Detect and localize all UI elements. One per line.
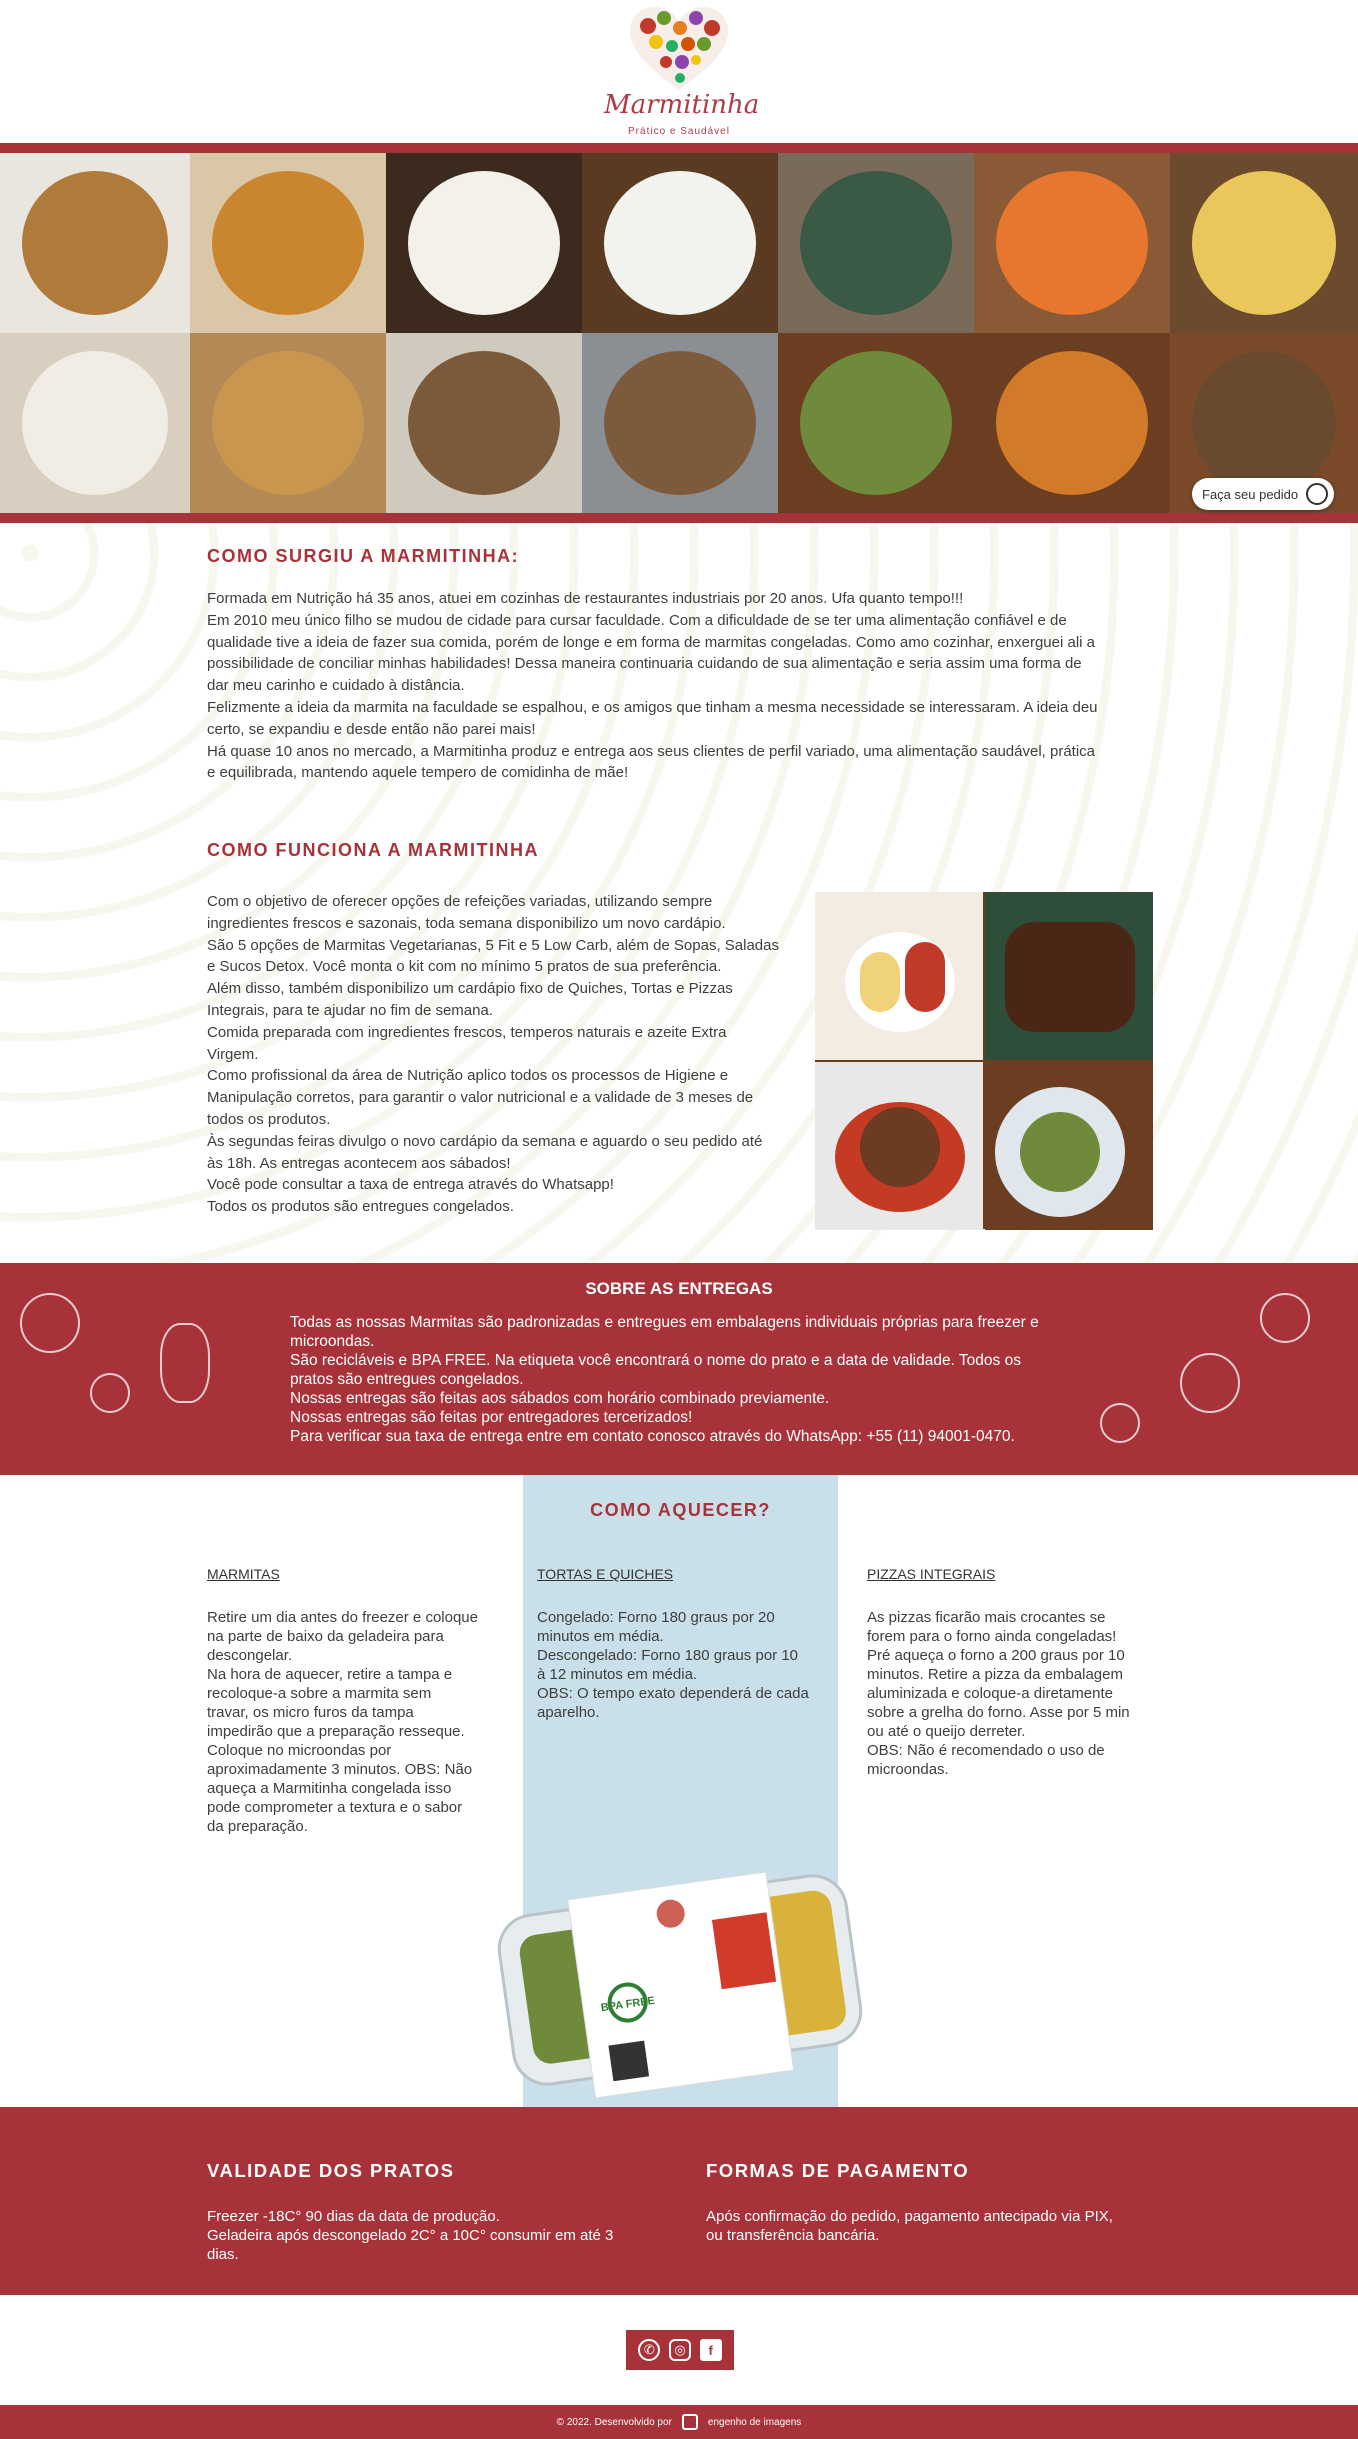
validity-text bbox=[207, 2207, 647, 2264]
tortas-line: Congelado: Forno 180 graus por 20 bbox=[537, 1609, 775, 1626]
delivery-line: Todas as nossas Marmitas são padronizadas e entregues em embalagens individuais próprias para freezer e bbox=[290, 1314, 1039, 1331]
dish bbox=[604, 171, 756, 315]
pizzas-line: ou até o queijo derreter. bbox=[867, 1723, 1026, 1740]
how-line: ingredientes frescos e sazonais, toda semana disponibilizo um novo cardápio. bbox=[207, 914, 726, 932]
frittata-photo bbox=[1170, 153, 1358, 333]
validity-line: dias. bbox=[207, 2246, 239, 2263]
how-line: Comida preparada com ingredientes frescos, temperos naturais e azeite Extra bbox=[207, 1023, 727, 1041]
studio-logo-icon bbox=[682, 2414, 698, 2430]
pasta-salad-photo bbox=[582, 333, 778, 513]
marmitinha-logo[interactable] bbox=[604, 4, 760, 139]
tortas-line: Descongelado: Forno 180 graus por 10 bbox=[537, 1647, 799, 1664]
marmitas-line: na parte de baixo da geladeira para bbox=[207, 1628, 444, 1645]
cannelloni-photo bbox=[0, 333, 190, 513]
dish bbox=[996, 171, 1148, 315]
how-line: Com o objetivo de oferecer opções de refeições variadas, utilizando sempre bbox=[207, 893, 713, 910]
meatball-photo bbox=[815, 1062, 983, 1230]
about-line: dar meu carinho e cuidado à distância. bbox=[207, 677, 465, 695]
about-line: e equilibrada, mantendo aquele tempero de comidinha de mãe! bbox=[207, 764, 629, 782]
about-line: Em 2010 meu único filho se mudou de cidade para cursar faculdade. Com a dificuldade de se ter uma alimentação confiável e de bbox=[207, 611, 1067, 629]
marmitas-line: aqueça a Marmitinha congelada isso bbox=[207, 1780, 452, 1797]
how-line: São 5 opções de Marmitas Vegetarianas, 5 Fit e 5 Low Carb, além de Sopas, Saladas bbox=[207, 936, 779, 954]
chicken-stew-photo bbox=[974, 333, 1170, 513]
about-line: possibilidade de conciliar minhas habilidades! Dessa maneira continuaria cuidando de sua alimentação e seria assim uma forma de bbox=[207, 655, 1082, 673]
pizzas-heading: PIZZAS INTEGRAIS bbox=[867, 1566, 996, 1582]
onion-doodle-icon bbox=[1100, 1403, 1140, 1443]
pizzas-line: Pré aqueça o forno a 200 graus por 10 bbox=[867, 1647, 1125, 1664]
pizzas-line: minutos. Retire a pizza da embalagem bbox=[867, 1666, 1123, 1683]
dish bbox=[22, 171, 168, 315]
delivery-line: microondas. bbox=[290, 1333, 375, 1350]
tortas-text bbox=[537, 1608, 837, 1722]
food-gallery bbox=[0, 143, 1358, 523]
braised-meat-photo bbox=[985, 892, 1153, 1060]
dish bbox=[408, 351, 560, 495]
tomato-doodle-icon bbox=[90, 1373, 130, 1413]
dish bbox=[800, 351, 952, 495]
how-line: às 18h. As entregas acontecem aos sábados! bbox=[207, 1154, 511, 1172]
dish bbox=[800, 171, 952, 315]
pizzas-text bbox=[867, 1608, 1167, 1779]
payment-line: Após confirmação do pedido, pagamento antecipado via PIX, bbox=[706, 2208, 1113, 2225]
spinach-quiche-photo bbox=[778, 153, 974, 333]
payment-line: ou transferência bancária. bbox=[706, 2227, 880, 2244]
how-line: Você pode consultar a taxa de entrega através do Whatsapp! bbox=[207, 1176, 614, 1194]
marmitas-line: impedirão que a preparação resseque. bbox=[207, 1723, 465, 1740]
about-line: qualidade tive a ideia de fazer sua comida, porém de longe e em forma de marmitas congeladas. Como amo cozinhar, enxerguei ali a bbox=[207, 633, 1095, 651]
patties-photo bbox=[778, 333, 974, 513]
validity-line: Geladeira após descongelado 2C° a 10C° consumir em até 3 bbox=[207, 2227, 614, 2244]
dish bbox=[1192, 171, 1336, 315]
marmitas-line: travar, os micro furos da tampa bbox=[207, 1704, 414, 1721]
brand-tagline: Prático e Saudável bbox=[628, 126, 730, 137]
dish bbox=[22, 351, 168, 495]
marmitas-line: da preparação. bbox=[207, 1818, 308, 1835]
payment-title: FORMAS DE PAGAMENTO bbox=[706, 2160, 970, 2181]
payment-text bbox=[706, 2207, 1166, 2245]
delivery-line: Nossas entregas são feitas aos sábados com horário combinado previamente. bbox=[290, 1390, 830, 1407]
marmitas-heading: MARMITAS bbox=[207, 1566, 280, 1582]
how-line: Todos os produtos são entregues congelados. bbox=[207, 1198, 514, 1216]
marmita-package-image bbox=[485, 1855, 875, 2105]
marmitas-line: Retire um dia antes do freezer e coloque bbox=[207, 1609, 478, 1626]
dishes-photo-grid bbox=[815, 892, 1153, 1229]
site-header bbox=[0, 0, 1358, 143]
tomato-doodle-icon bbox=[1260, 1293, 1310, 1343]
about-line: Há quase 10 anos no mercado, a Marmitinha produz e entrega aos seus clientes de perfil variado, uma alimentação saudável, prática bbox=[207, 742, 1096, 760]
delivery-title: SOBRE AS ENTREGAS bbox=[585, 1279, 773, 1298]
dish bbox=[212, 171, 364, 315]
pizzas-line: aluminizada e coloque-a diretamente bbox=[867, 1685, 1113, 1702]
delivery-line: Para verificar sua taxa de entrega entre em contato conosco através do WhatsApp: +55 (11) 94001-0470. bbox=[290, 1428, 1015, 1445]
marmitas-line: aproximadamente 3 minutos. OBS: Não bbox=[207, 1761, 473, 1778]
how-line: Manipulação corretos, para garantir o valor nutricional e a validade de 3 meses de bbox=[207, 1089, 754, 1107]
delivery-text bbox=[290, 1313, 1070, 1446]
dish bbox=[996, 351, 1148, 495]
delivery-line: Nossas entregas são feitas por entregadores tercerizados! bbox=[290, 1409, 693, 1426]
marmitas-line: Na hora de aquecer, retire a tampa e bbox=[207, 1666, 453, 1683]
how-title: COMO FUNCIONA A MARMITINHA bbox=[207, 840, 539, 860]
how-line: todos os produtos. bbox=[207, 1110, 331, 1128]
salad-plate-photo bbox=[974, 153, 1170, 333]
pie-photo bbox=[190, 333, 386, 513]
how-line: Às segundas feiras divulgo o novo cardápio da semana e aguardo o seu pedido até bbox=[207, 1132, 763, 1150]
brand-name: Marmitinha bbox=[604, 90, 760, 120]
croquettes-photo bbox=[190, 153, 386, 333]
tortas-line: aparelho. bbox=[537, 1704, 600, 1721]
site-footer bbox=[0, 2405, 1358, 2439]
spoon-doodle-icon bbox=[160, 1323, 210, 1403]
marmitas-line: pode comprometer a textura e o sabor bbox=[207, 1799, 463, 1816]
pizzas-line: As pizzas ficarão mais crocantes se bbox=[867, 1609, 1106, 1626]
validity-payment-section bbox=[0, 2107, 1358, 2295]
pizzas-line: forem para o forno ainda congeladas! bbox=[867, 1628, 1117, 1645]
dish bbox=[212, 351, 364, 495]
delivery-line: São recicláveis e BPA FREE. Na etiqueta você encontrará o nome do prato e a data de validade. Todos os bbox=[290, 1352, 1021, 1369]
facebook-icon[interactable]: f bbox=[700, 2339, 722, 2361]
how-line: Integrais, para te ajudar no fim de semana. bbox=[207, 1001, 493, 1019]
salad-bowl-photo bbox=[985, 1062, 1153, 1230]
tortas-line: à 12 minutos em média. bbox=[537, 1666, 698, 1683]
plate-doodle-icon bbox=[20, 1293, 80, 1353]
marmitas-line: recoloque-a sobre a marmita sem bbox=[207, 1685, 432, 1702]
about-line: Formada em Nutrição há 35 anos, atuei em cozinhas de restaurantes industriais por 20 anos. Ufa quanto tempo!!! bbox=[207, 590, 964, 607]
dish bbox=[604, 351, 756, 495]
pasta-rolls-photo bbox=[815, 892, 983, 1060]
whatsapp-icon[interactable]: ✆ bbox=[638, 2339, 660, 2361]
omelette-photo bbox=[386, 153, 582, 333]
delivery-section bbox=[0, 1263, 1358, 1475]
bpa-free-label: BPA FREE bbox=[600, 1994, 656, 2015]
quiche-slice-photo bbox=[582, 153, 778, 333]
how-line: Como profissional da área de Nutrição aplico todos os processos de Higiene e bbox=[207, 1067, 729, 1085]
validity-title: VALIDADE DOS PRATOS bbox=[207, 2160, 455, 2181]
how-line: Virgem. bbox=[207, 1045, 259, 1063]
order-button[interactable] bbox=[1192, 478, 1334, 510]
pizzas-line: microondas. bbox=[867, 1761, 949, 1778]
dish bbox=[408, 171, 560, 315]
validity-line: Freezer -18C° 90 dias da data de produção. bbox=[207, 2208, 500, 2225]
footer-credit: © 2022. Desenvolvido por bbox=[556, 2416, 672, 2428]
how-line: e Sucos Detox. Você monta o kit com no mínimo 5 pratos de sua preferência. bbox=[207, 958, 722, 976]
tortas-heading: TORTAS E QUICHES bbox=[537, 1566, 674, 1582]
heating-title: COMO AQUECER? bbox=[590, 1500, 771, 1520]
plate-doodle-icon bbox=[1180, 1353, 1240, 1413]
order-button-label: Faça seu pedido bbox=[1202, 486, 1299, 502]
torta-photo bbox=[0, 153, 190, 333]
pizzas-line: OBS: Não é recomendado o uso de bbox=[867, 1742, 1105, 1759]
about-line: certo, se expandiu e desde então não parei mais! bbox=[207, 720, 536, 738]
about-title: COMO SURGIU A MARMITINHA: bbox=[207, 546, 520, 566]
marmitas-line: descongelar. bbox=[207, 1647, 293, 1664]
tortas-line: OBS: O tempo exato dependerá de cada bbox=[537, 1685, 809, 1702]
delivery-line: pratos são entregues congelados. bbox=[290, 1371, 524, 1388]
dish bbox=[1192, 351, 1336, 495]
how-text bbox=[207, 891, 807, 1218]
soups-photo bbox=[386, 333, 582, 513]
social-links bbox=[626, 2330, 734, 2370]
about-line: Felizmente a ideia da marmita na faculdade se espalhou, e os amigos que tinham a mesma necessidade se interessaram. A ideia deu bbox=[207, 698, 1098, 716]
how-line: Além disso, também disponibilizo um cardápio fixo de Quiches, Tortas e Pizzas bbox=[207, 980, 733, 998]
gallery-grid bbox=[0, 153, 1358, 513]
tortas-line: minutos em média. bbox=[537, 1628, 664, 1645]
whatsapp-icon bbox=[1306, 483, 1328, 505]
footer-studio-link[interactable]: engenho de imagens bbox=[707, 2416, 802, 2428]
marmitas-line: Coloque no microondas por bbox=[207, 1742, 392, 1759]
about-text bbox=[207, 588, 1157, 784]
heart-vegetables-icon bbox=[626, 4, 732, 92]
pizzas-line: sobre a grelha do forno. Asse por 5 min bbox=[867, 1704, 1130, 1721]
instagram-icon[interactable]: ◎ bbox=[669, 2339, 691, 2361]
marmitas-text bbox=[207, 1608, 507, 1836]
